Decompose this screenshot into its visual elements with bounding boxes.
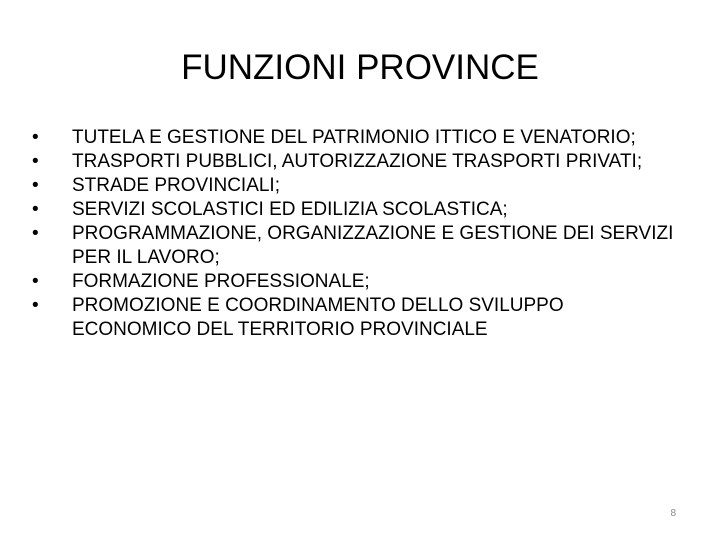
list-item-text: STRADE PROVINCIALI; [72,175,280,196]
list-item-text: PROGRAMMAZIONE, ORGANIZZAZIONE E GESTIONE DEI SERVIZI PER IL LAVORO; [72,223,674,268]
bullet-icon: • [32,151,39,172]
bullet-icon: • [32,175,39,196]
list-item [32,294,682,342]
list-item-text: FORMAZIONE PROFESSIONALE; [72,271,370,292]
list-item [32,126,682,150]
bullet-icon: • [32,223,39,244]
list-item [32,222,682,270]
bullet-icon: • [32,199,39,220]
list-item-text: TUTELA E GESTIONE DEL PATRIMONIO ITTICO E VENATORIO; [72,127,636,148]
bullet-icon: • [32,127,39,148]
list-item-text: TRASPORTI PUBBLICI, AUTORIZZAZIONE TRASPORTI PRIVATI; [72,151,643,172]
list-item [32,198,682,222]
list-item [32,174,682,198]
list-item-text: SERVIZI SCOLASTICI ED EDILIZIA SCOLASTICA; [72,199,508,220]
bullet-icon: • [32,271,39,292]
page-number: 8 [670,508,676,519]
slide-title: FUNZIONI PROVINCE [181,48,539,87]
list-item [32,270,682,294]
list-item [32,150,682,174]
bullet-list [32,126,682,342]
list-item-text: PROMOZIONE E COORDINAMENTO DELLO SVILUPPO ECONOMICO DEL TERRITORIO PROVINCIALE [72,295,564,340]
bullet-icon: • [32,295,39,316]
